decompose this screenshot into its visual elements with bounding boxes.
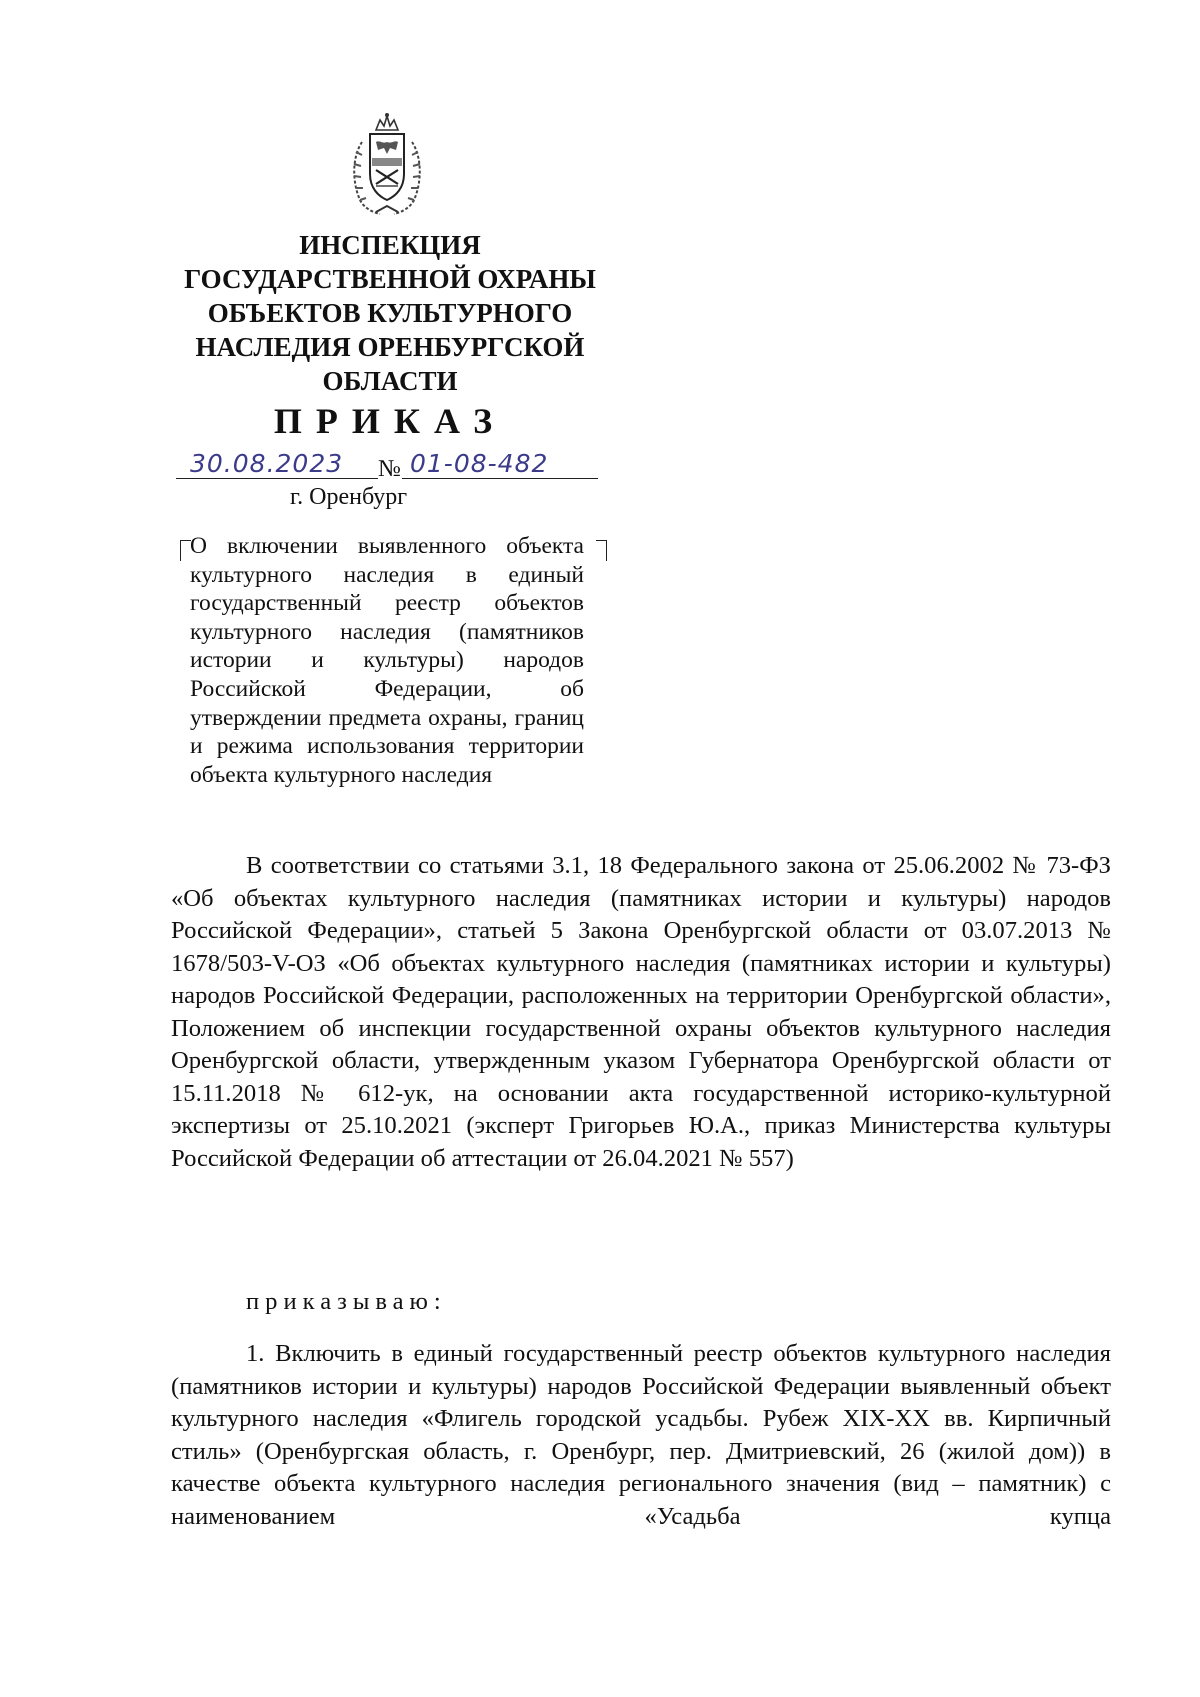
subject-corner-right bbox=[596, 540, 607, 561]
order-subject: О включении выявленного объекта культурного наследия в единый государственный реестр объектов культурного наследия (памятников истории и культуры) народов Российской Федерации, об утверждении предмета охраны, границ и режима использования территории объекта культурного наследия bbox=[190, 533, 584, 788]
org-name-line: ОБЛАСТИ bbox=[322, 366, 458, 396]
preamble-paragraph: В соответствии со статьями 3.1, 18 Федерального закона от 25.06.2002 № 73-ФЗ «Об объектах культурного наследия (памятниках истории и культуры) народов Российской Федерации», статьей 5 Закона Оренбургской области от 03.07.2013 № 1678/503-V-ОЗ «Об объектах культурного наследия (памятниках истории и культуры) народов Российской Федерации, расположенных на территории Оренбургской области», Положением об инспекции государственной охраны объектов культурного наследия Оренбургской области, утвержденным указом Губернатора Оренбургской области от 15.11.2018 № 612-ук, на основании акта государственной историко-культурной экспертизы от 25.10.2021 (эксперт Григорьев Ю.А., приказ Министерства культуры Российской Федерации об аттестации от 26.04.2021 № 557) bbox=[171, 852, 1111, 1172]
orders-word: приказываю: bbox=[246, 1288, 447, 1315]
number-underline bbox=[402, 478, 598, 479]
number-sign: № bbox=[378, 456, 401, 482]
date-underline bbox=[176, 478, 378, 479]
order-date-handwritten: 30.08.2023 bbox=[190, 449, 344, 478]
order-number-handwritten: 01-08-482 bbox=[410, 449, 549, 478]
org-name-line: ИНСПЕКЦИЯ bbox=[299, 230, 481, 260]
orenburg-coat-of-arms-icon bbox=[346, 112, 428, 220]
order-item-1: 1. Включить в единый государственный реестр объектов культурного наследия (памятников истории и культуры) народов Российской Федерации выявленный объект культурного наследия «Флигель городской усадьбы. Рубеж XIX-XX вв. Кирпичный стиль» (Оренбургская область, г. Оренбург, пер. Дмитриевский, 26 (жилой дом)) в качестве объекта культурного наследия регионального значения (вид – памятник) с наименованием «Усадьба купца bbox=[171, 1340, 1111, 1530]
org-name-line: ОБЪЕКТОВ КУЛЬТУРНОГО bbox=[207, 298, 573, 328]
org-name-line: ГОСУДАРСТВЕННОЙ ОХРАНЫ bbox=[184, 264, 596, 294]
org-name-line: НАСЛЕДИЯ ОРЕНБУРГСКОЙ bbox=[195, 332, 585, 362]
city-label: г. Оренбург bbox=[290, 484, 408, 510]
document-type-title: ПРИКАЗ bbox=[273, 401, 507, 441]
